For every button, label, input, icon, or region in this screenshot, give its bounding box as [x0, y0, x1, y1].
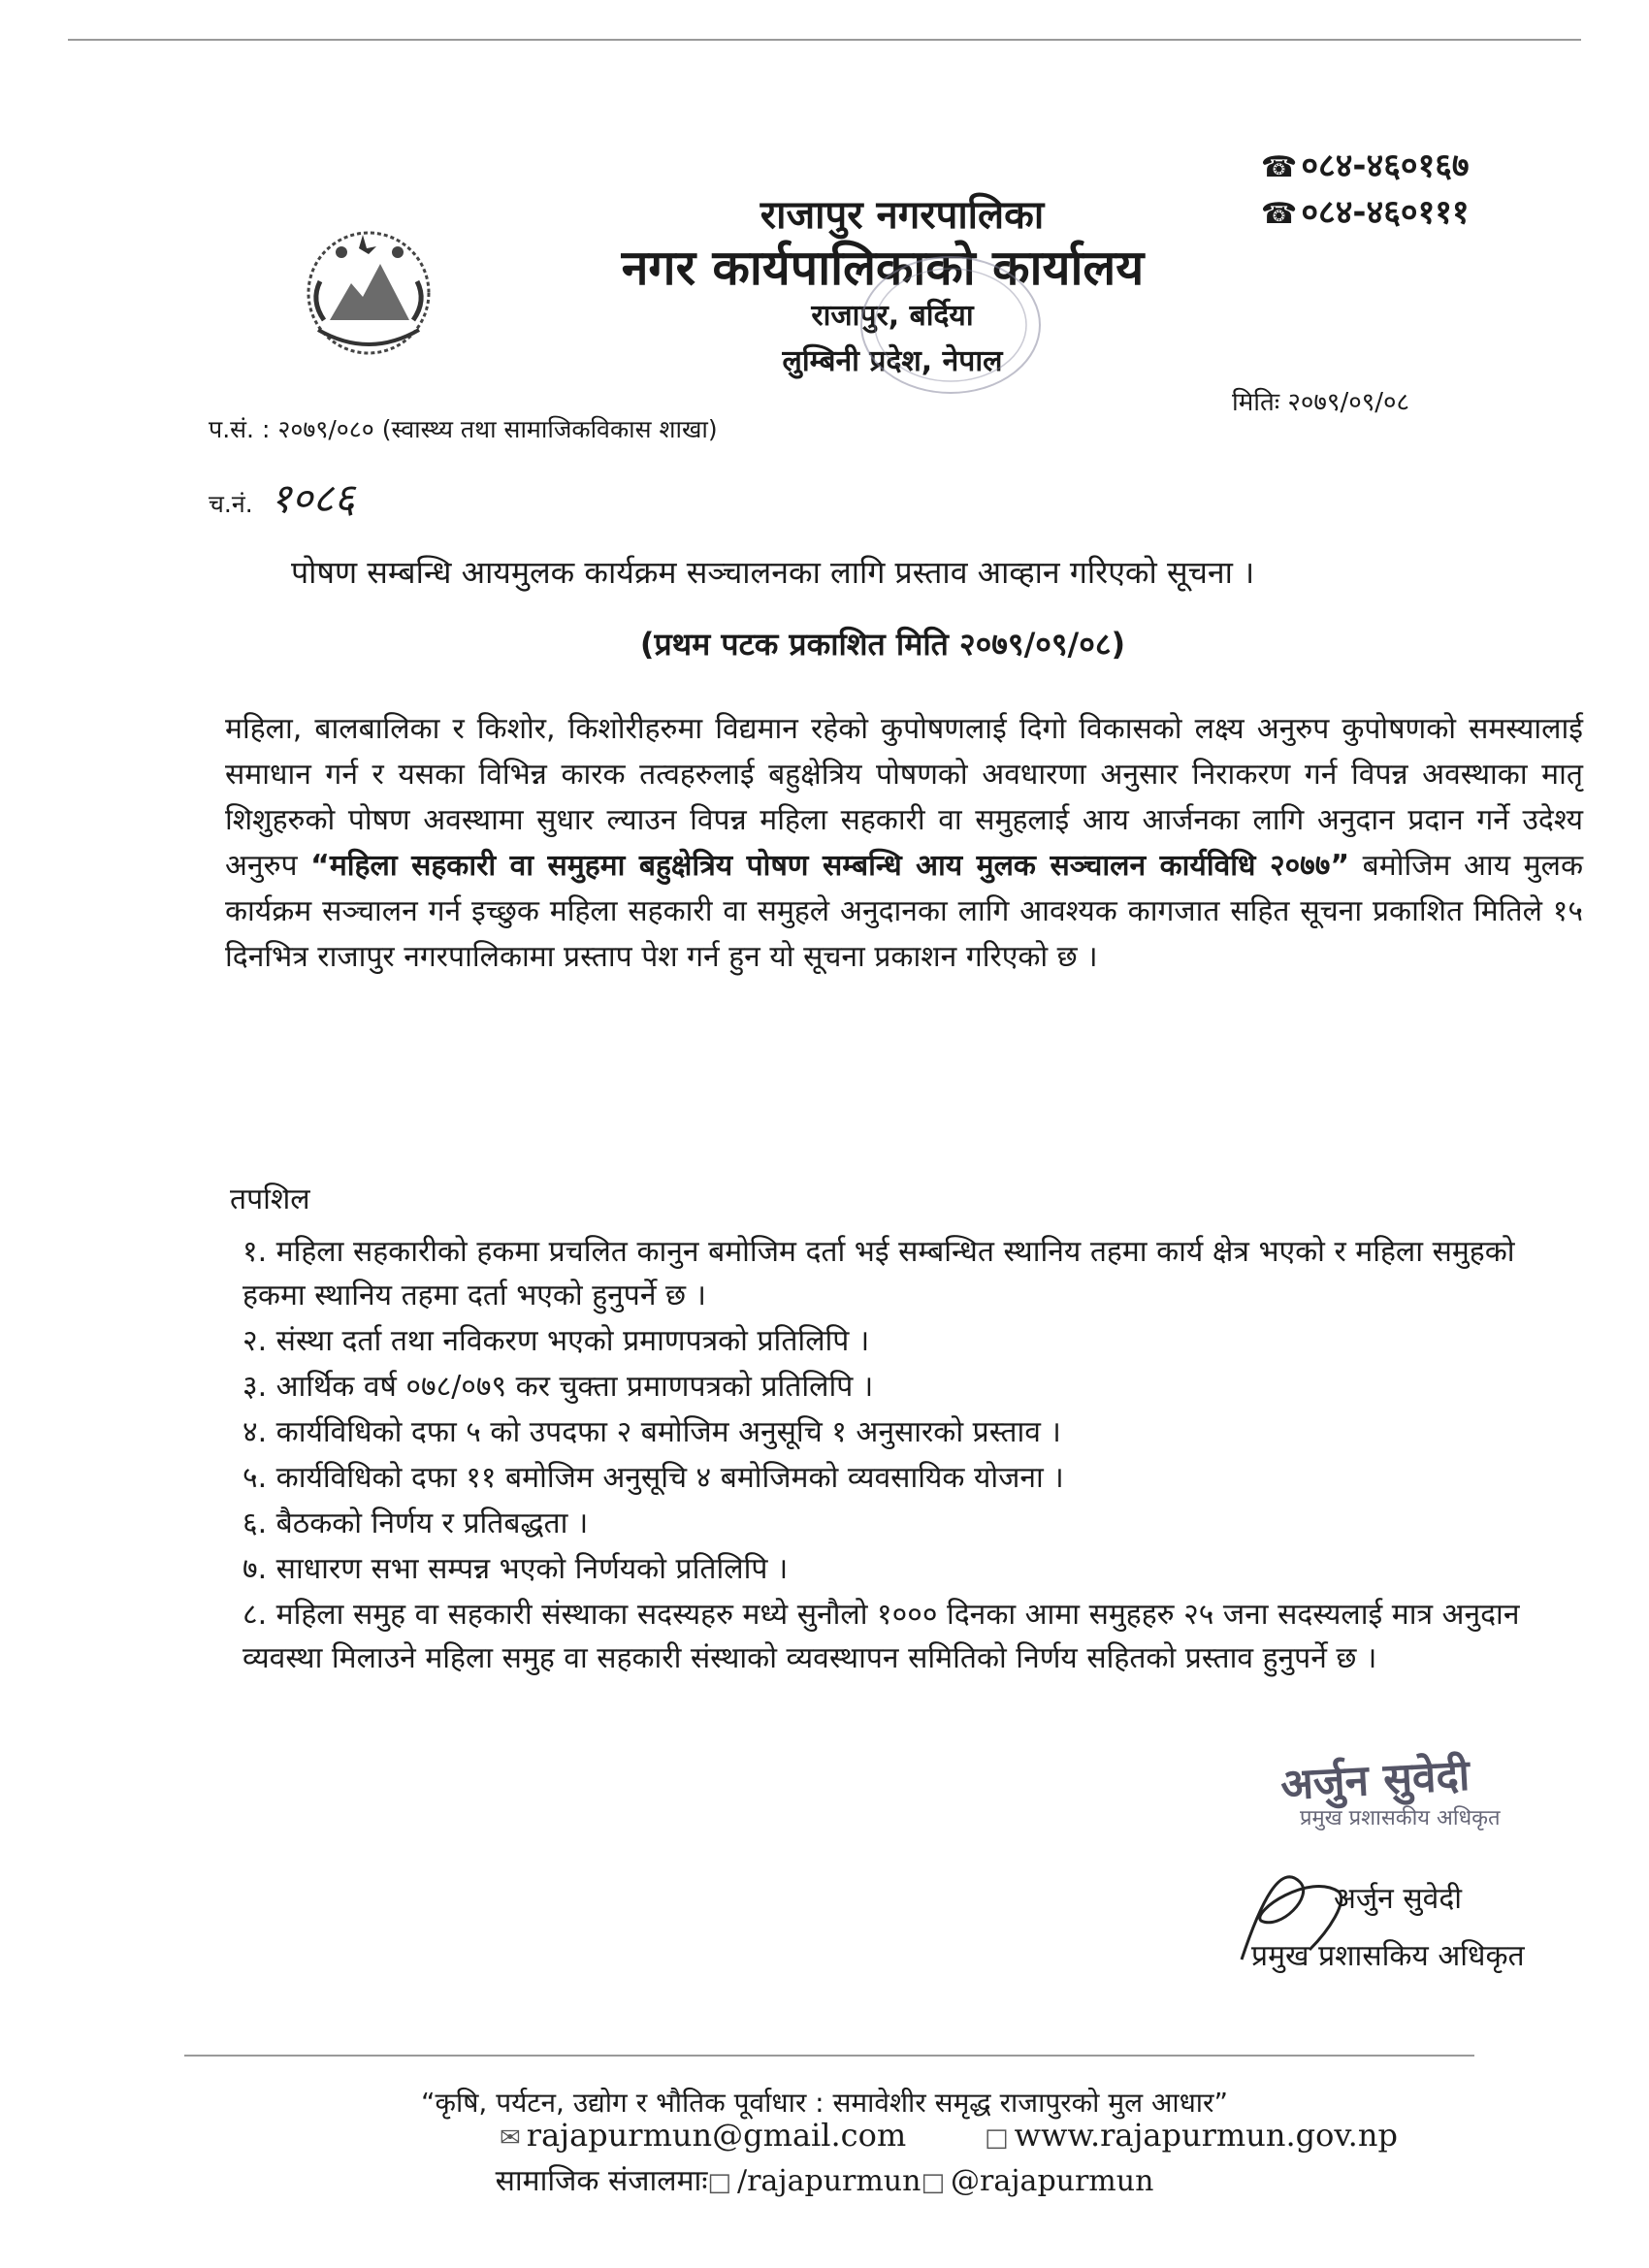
publication-date: (प्रथम पटक प्रकाशित मिति २०७९/०९/०८): [639, 626, 1126, 663]
handwritten-dispatch-number: १०८६: [270, 474, 355, 522]
letter-date: मितिः २०७९/०९/०८: [1232, 388, 1410, 417]
name-stamp: अर्जुन सुवेदी प्रमुख प्रशासकीय अधिकृत: [1279, 1750, 1501, 1831]
phone-number-2: ☎ ०८४-४६०१११: [1261, 193, 1470, 232]
reference-number: प.सं. : २०७९/०८० (स्वास्थ्य तथा सामाजिकविकास शाखा): [209, 415, 718, 443]
social-media-icon: □: [707, 2168, 731, 2197]
list-item: ७. साधारण सभा सम्पन्न भएको निर्णयको प्रतिलिपि ।: [242, 1552, 789, 1586]
signatory-name: अर्जुन सुवेदी: [1334, 1882, 1463, 1916]
municipality-name: राजापुर नगरपालिका: [760, 193, 1045, 238]
list-item: ६. बैठकको निर्णय र प्रतिबद्धता ।: [242, 1507, 589, 1540]
globe-icon: □: [985, 2123, 1009, 2153]
footer-social-media: सामाजिक संजालमाः□ /rajapurmun□ @rajapurmun: [495, 2164, 1154, 2198]
footer-slogan: “कृषि, पर्यटन, उद्योग र भौतिक पूर्वाधार : समावेशीर समृद्ध राजापुरको मुल आधार”: [420, 2087, 1229, 2119]
list-item: ८. महिला समुह वा सहकारी संस्थाका सदस्यहरु मध्ये सुनौलो १००० दिनका आमा समुहहरु २५ जना सदस्यलाई मात्र अनुदान व्यवस्था मिलाउने महिला समुह वा सहकारी संस्थाको व्यवस्थापन समितिको निर्णय सहितको प्रस्ताव हुनुपर्ने छ ।: [242, 1598, 1520, 1675]
top-divider: [68, 39, 1581, 41]
dispatch-number: च.नं. १०८६: [209, 474, 355, 522]
office-name: नगर कार्यपालिकाको कार्यालय: [621, 240, 1145, 296]
notice-title: पोषण सम्बन्धि आयमुलक कार्यक्रम सञ्चालनका लागि प्रस्ताव आव्हान गरिएको सूचना ।: [291, 554, 1255, 591]
telephone-icon: ☎: [1261, 197, 1298, 231]
notice-body: महिला, बालबालिका र किशोर, किशोरीहरुमा विद्यमान रहेको कुपोषणलाई दिगो विकासको लक्ष्य अनुरुप कुपोषणको समस्यालाई समाधान गर्न र यसका विभिन्न कारक तत्वहरुलाई बहुक्षेत्रिय पोषणको अवधारणा अनुसार निराकरण गर्न विपन्न अवस्थाका मातृ शिशुहरुको पोषण अवस्थामा सुधार ल्याउन विपन्न महिला सहकारी वा समुहलाई आय आर्जनका लागि अनुदान प्रदान गर्ने उदेश्य अनुरुप “महिला सहकारी वा समुहमा बहुक्षेत्रिय पोषण सम्बन्धि आय मुलक सञ्चालन कार्यविधि २०७७” बमोजिम आय मुलक कार्यक्रम सञ्चालन गर्न इच्छुक महिला सहकारी वा समुहले अनुदानका लागि आवश्यक कागजात सहित सूचना प्रकाशित मितिले १५ दिनभित्र राजापुर नगरपालिकामा प्रस्ताप पेश गर्न हुन यो सूचना प्रकाशन गरिएको छ ।: [225, 712, 1583, 974]
signatory-title: प्रमुख प्रशासकिय अधिकृत: [1251, 1939, 1525, 1973]
footer-divider: [184, 2055, 1474, 2057]
list-item: १. महिला सहकारीको हकमा प्रचलित कानुन बमोजिम दर्ता भई सम्बन्धित स्थानिय तहमा कार्य क्षेत्र भएको र महिला समुहको हकमा स्थानिय तहमा दर्ता भएको हुनुपर्ने छ ।: [242, 1235, 1515, 1312]
phone-number-1: ☎ ०८४-४६०१६७: [1261, 146, 1470, 185]
nepal-government-emblem: [291, 213, 446, 369]
requirements-list: [242, 1230, 1581, 1682]
office-province: लुम्बिनी प्रदेश, नेपाल: [782, 344, 1003, 378]
details-heading: तपशिल: [230, 1183, 310, 1216]
office-address: राजापुर, बर्दिया: [811, 299, 974, 333]
social-media-icon: □: [921, 2168, 946, 2197]
telephone-icon: ☎: [1261, 150, 1298, 184]
footer-email: ✉ rajapurmun@gmail.com: [500, 2117, 907, 2154]
list-item: ४. कार्यविधिको दफा ५ को उपदफा २ बमोजिम अनुसूचि १ अनुसारको प्रस्ताव ।: [242, 1415, 1061, 1449]
list-item: ५. कार्यविधिको दफा ११ बमोजिम अनुसूचि ४ बमोजिमको व्यवसायिक योजना ।: [242, 1461, 1064, 1495]
envelope-icon: ✉: [500, 2123, 521, 2153]
procedure-title: “महिला सहकारी वा समुहमा बहुक्षेत्रिय पोषण सम्बन्धि आय मुलक सञ्चालन कार्यविधि २०७७”: [310, 849, 1350, 883]
office-round-stamp: [824, 243, 1048, 407]
footer-website: □ www.rajapurmun.gov.np: [985, 2117, 1398, 2154]
list-item: २. संस्था दर्ता तथा नविकरण भएको प्रमाणपत्रको प्रतिलिपि ।: [242, 1324, 870, 1358]
list-item: ३. आर्थिक वर्ष ०७८/०७९ कर चुक्ता प्रमाणपत्रको प्रतिलिपि ।: [242, 1370, 874, 1404]
